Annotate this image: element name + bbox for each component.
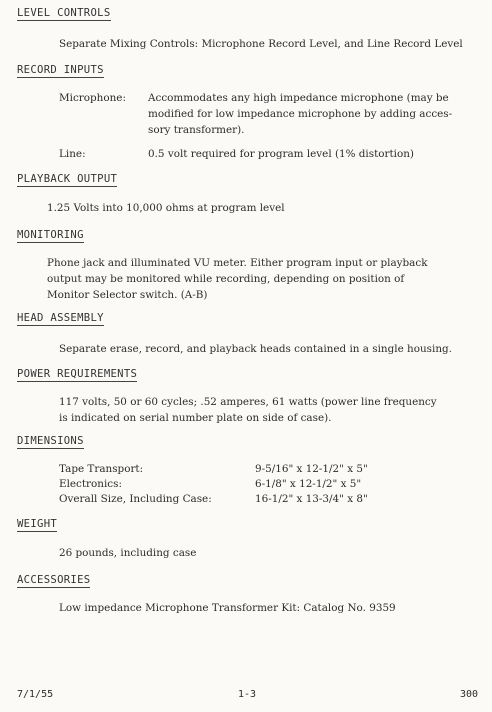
dimension-label-1: Tape Transport: [59, 463, 144, 475]
microphone-line-3: sory transformer). [148, 124, 245, 136]
microphone-label: Microphone: [59, 92, 126, 104]
heading-record-inputs: RECORD INPUTS [17, 64, 104, 76]
line-label: Line: [59, 148, 86, 160]
footer-page-number: 1-3 [238, 689, 257, 700]
heading-weight: WEIGHT [17, 518, 58, 530]
dimension-label-2: Electronics: [59, 478, 122, 490]
microphone-line-1: Accommodates any high impedance microphone (may be [148, 92, 449, 104]
heading-monitoring: MONITORING [17, 229, 84, 241]
playback-output-text: 1.25 Volts into 10,000 ohms at program level [47, 202, 285, 214]
heading-power-requirements: POWER REQUIREMENTS [17, 368, 138, 380]
dimension-value-3: 16-1/2" x 13-3/4" x 8" [255, 493, 368, 505]
line-text: 0.5 volt required for program level (1% distortion) [148, 148, 414, 160]
heading-playback-output: PLAYBACK OUTPUT [17, 173, 118, 185]
power-line-1: 117 volts, 50 or 60 cycles; .52 amperes, 61 watts (power line frequency [59, 396, 437, 408]
heading-dimensions: DIMENSIONS [17, 435, 84, 447]
microphone-line-2: modified for low impedance microphone by adding acces- [148, 108, 453, 120]
dimension-value-2: 6-1/8" x 12-1/2" x 5" [255, 478, 362, 490]
monitoring-line-2: output may be monitored while recording, depending on position of [47, 273, 405, 285]
power-line-2: is indicated on serial number plate on side of case). [59, 412, 332, 424]
dimension-value-1: 9-5/16" x 12-1/2" x 5" [255, 463, 368, 475]
monitoring-line-1: Phone jack and illuminated VU meter. Either program input or playback [47, 257, 428, 269]
heading-accessories: ACCESSORIES [17, 574, 91, 586]
head-assembly-text: Separate erase, record, and playback heads contained in a single housing. [59, 343, 452, 355]
heading-level-controls: LEVEL CONTROLS [17, 7, 111, 19]
accessories-text: Low impedance Microphone Transformer Kit: Catalog No. 9359 [59, 602, 396, 614]
footer-code: 300 [460, 689, 479, 700]
heading-head-assembly: HEAD ASSEMBLY [17, 312, 104, 324]
monitoring-line-3: Monitor Selector switch. (A-B) [47, 289, 208, 301]
footer-date: 7/1/55 [17, 689, 54, 700]
dimension-label-3: Overall Size, Including Case: [59, 493, 212, 505]
weight-text: 26 pounds, including case [59, 547, 197, 559]
level-controls-text: Separate Mixing Controls: Microphone Record Level, and Line Record Level [59, 38, 463, 50]
